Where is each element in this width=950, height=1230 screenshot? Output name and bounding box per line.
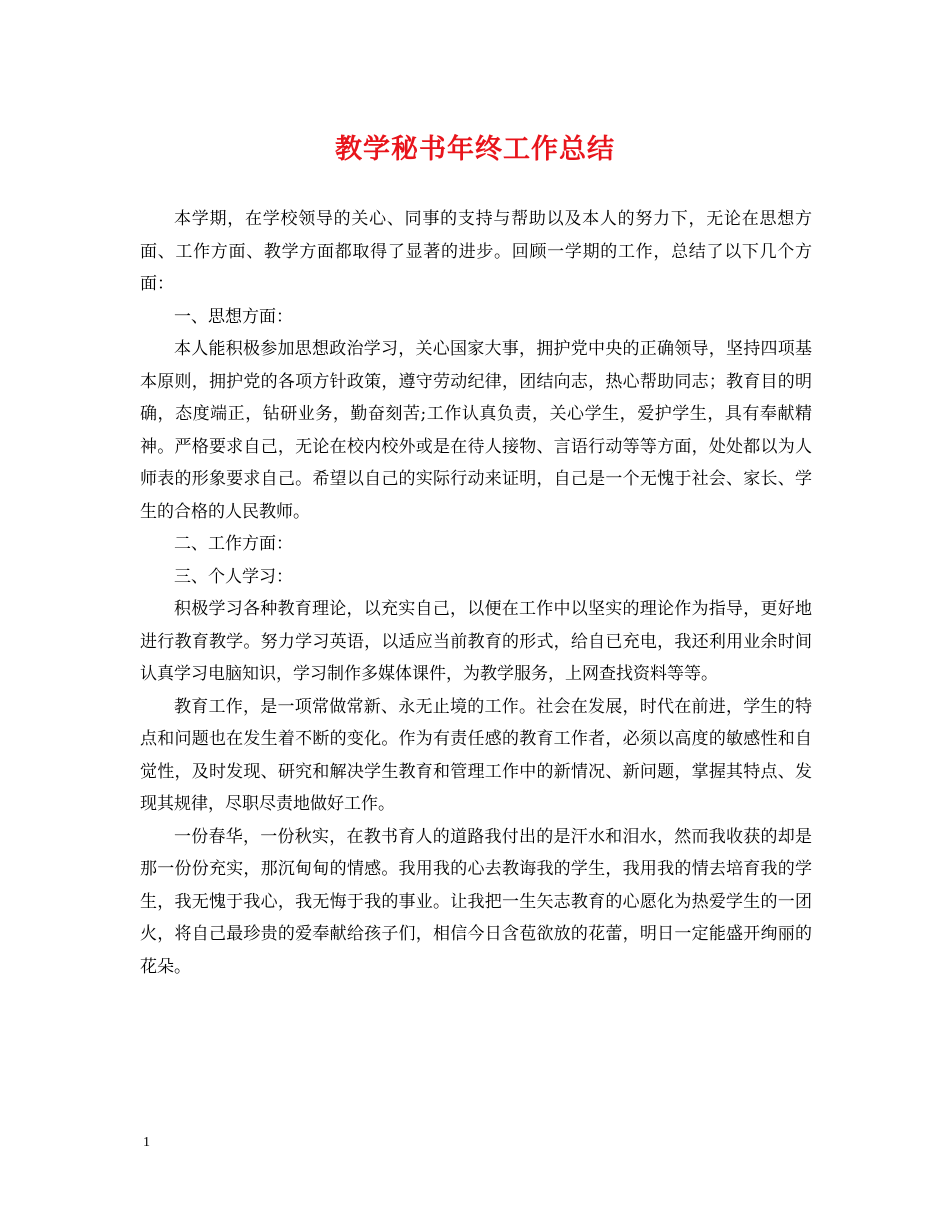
paragraph-conclusion: 一份春华，一份秋实，在教书育人的道路我付出的是汗水和泪水，然而我收获的却是那一份份充实，那沉甸甸的情感。我用我的心去教诲我的学生，我用我的情去培育我的学生，我无愧于我心，我无悔于我的事业。让我把一生矢志教育的心愿化为热爱学生的一团火，将自己最珍贵的爱奉献给孩子们，相信今日含苞欲放的花蕾，明日一定能盛开绚丽的花朵。 <box>140 826 812 977</box>
page-title: 教学秘书年终工作总结 <box>335 134 615 165</box>
paragraph-intro: 本学期，在学校领导的关心、同事的支持与帮助以及本人的努力下，无论在思想方面、工作方面、教学方面都取得了显著的进步。回顾一学期的工作，总结了以下几个方面： <box>140 209 812 294</box>
page-number: 1 <box>143 1135 150 1150</box>
paragraph-thought: 本人能积极参加思想政治学习，关心国家大事，拥护党中央的正确领导，坚持四项基本原则，拥护党的各项方针政策，遵守劳动纪律，团结向志，热心帮助同志；教育目的明确，态度端正，钻研业务，勤奋刻苦;工作认真负责，关心学生，爱护学生，具有奉献精神。严格要求自己，无论在校内校外或是在待人接物、言语行动等等方面，处处都以为人师表的形象要求自己。希望以自己的实际行动来证明，自己是一个无愧于社会、家长、学生的合格的人民教师。 <box>140 339 812 522</box>
document-body <box>140 203 812 983</box>
section-heading-study: 三、个人学习： <box>174 566 293 587</box>
section-heading-thought: 一、思想方面： <box>174 306 293 327</box>
section-heading-work: 二、工作方面： <box>174 534 293 554</box>
paragraph-education-work: 教育工作，是一项常做常新、永无止境的工作。社会在发展，时代在前进，学生的特点和问题也在发生着不断的变化。作为有责任感的教育工作者，必须以高度的敏感性和自觉性，及时发现、研究和解决学生教育和管理工作中的新情况、新问题，掌握其特点、发现其规律，尽职尽责地做好工作。 <box>140 696 812 814</box>
paragraph-study: 积极学习各种教育理论，以充实自己，以便在工作中以坚实的理论作为指导，更好地进行教育教学。努力学习英语，以适应当前教育的形式，给自已充电，我还利用业余时间认真学习电脑知识，学习制作多媒体课件，为教学服务，上网查找资料等等。 <box>140 599 812 684</box>
